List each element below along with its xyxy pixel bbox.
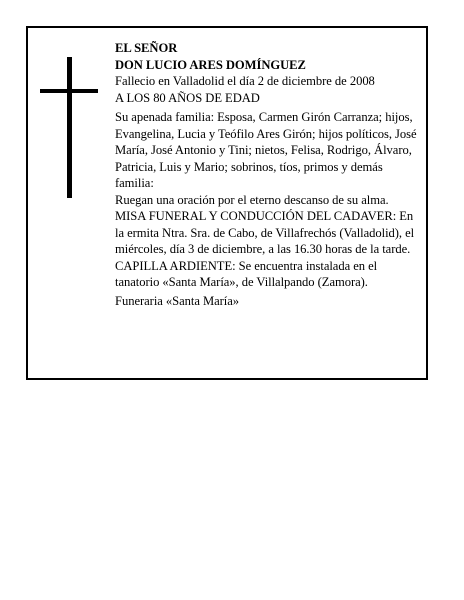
deceased-name: DON LUCIO ARES DOMÍNGUEZ xyxy=(115,57,306,72)
cross-horizontal-bar xyxy=(40,89,98,93)
death-info: Fallecio en Valladolid el día 2 de diciembre de 2008 xyxy=(115,74,375,88)
chapel-heading: CAPILLA ARDIENTE xyxy=(115,258,233,273)
cross-vertical-bar xyxy=(67,57,72,198)
age-info: A LOS 80 AÑOS DE EDAD xyxy=(115,90,260,105)
chapel-paragraph xyxy=(115,258,421,291)
title-line-1: EL SEÑOR xyxy=(115,41,178,55)
obituary-text xyxy=(115,40,421,309)
prayer-text: Ruegan una oración por el eterno descanso de su alma. xyxy=(115,192,389,207)
funeral-paragraph xyxy=(115,208,421,258)
chapel-text: : Se encuentra instalada en el tanatorio «Santa María», de Villalpando (Zamora). xyxy=(115,258,378,289)
obituary-notice xyxy=(26,26,428,380)
cross-icon xyxy=(40,57,102,198)
funeral-text: : En la ermita Ntra. Sra. de Cabo, de Villafrechós (Valladolid), el miércoles, día 3 de diciembre, a las 16.30 horas de la tarde. xyxy=(115,209,415,256)
family-text: Su apenada familia: Esposa, Carmen Girón Carranza; hijos, Evangelina, Lucia y Teófilo Ares Girón; hijos políticos, José María, José Antonio y Tini; nietos, Felisa, Rodrigo, Álvaro, Patricia, Luis y Mario; sobrinos, tíos, primos y demás familia: xyxy=(115,110,417,190)
funeral-home: Funeraria «Santa María» xyxy=(115,293,240,308)
funeral-heading: MISA FUNERAL Y CONDUCCIÓN DEL CADAVER xyxy=(115,209,393,223)
